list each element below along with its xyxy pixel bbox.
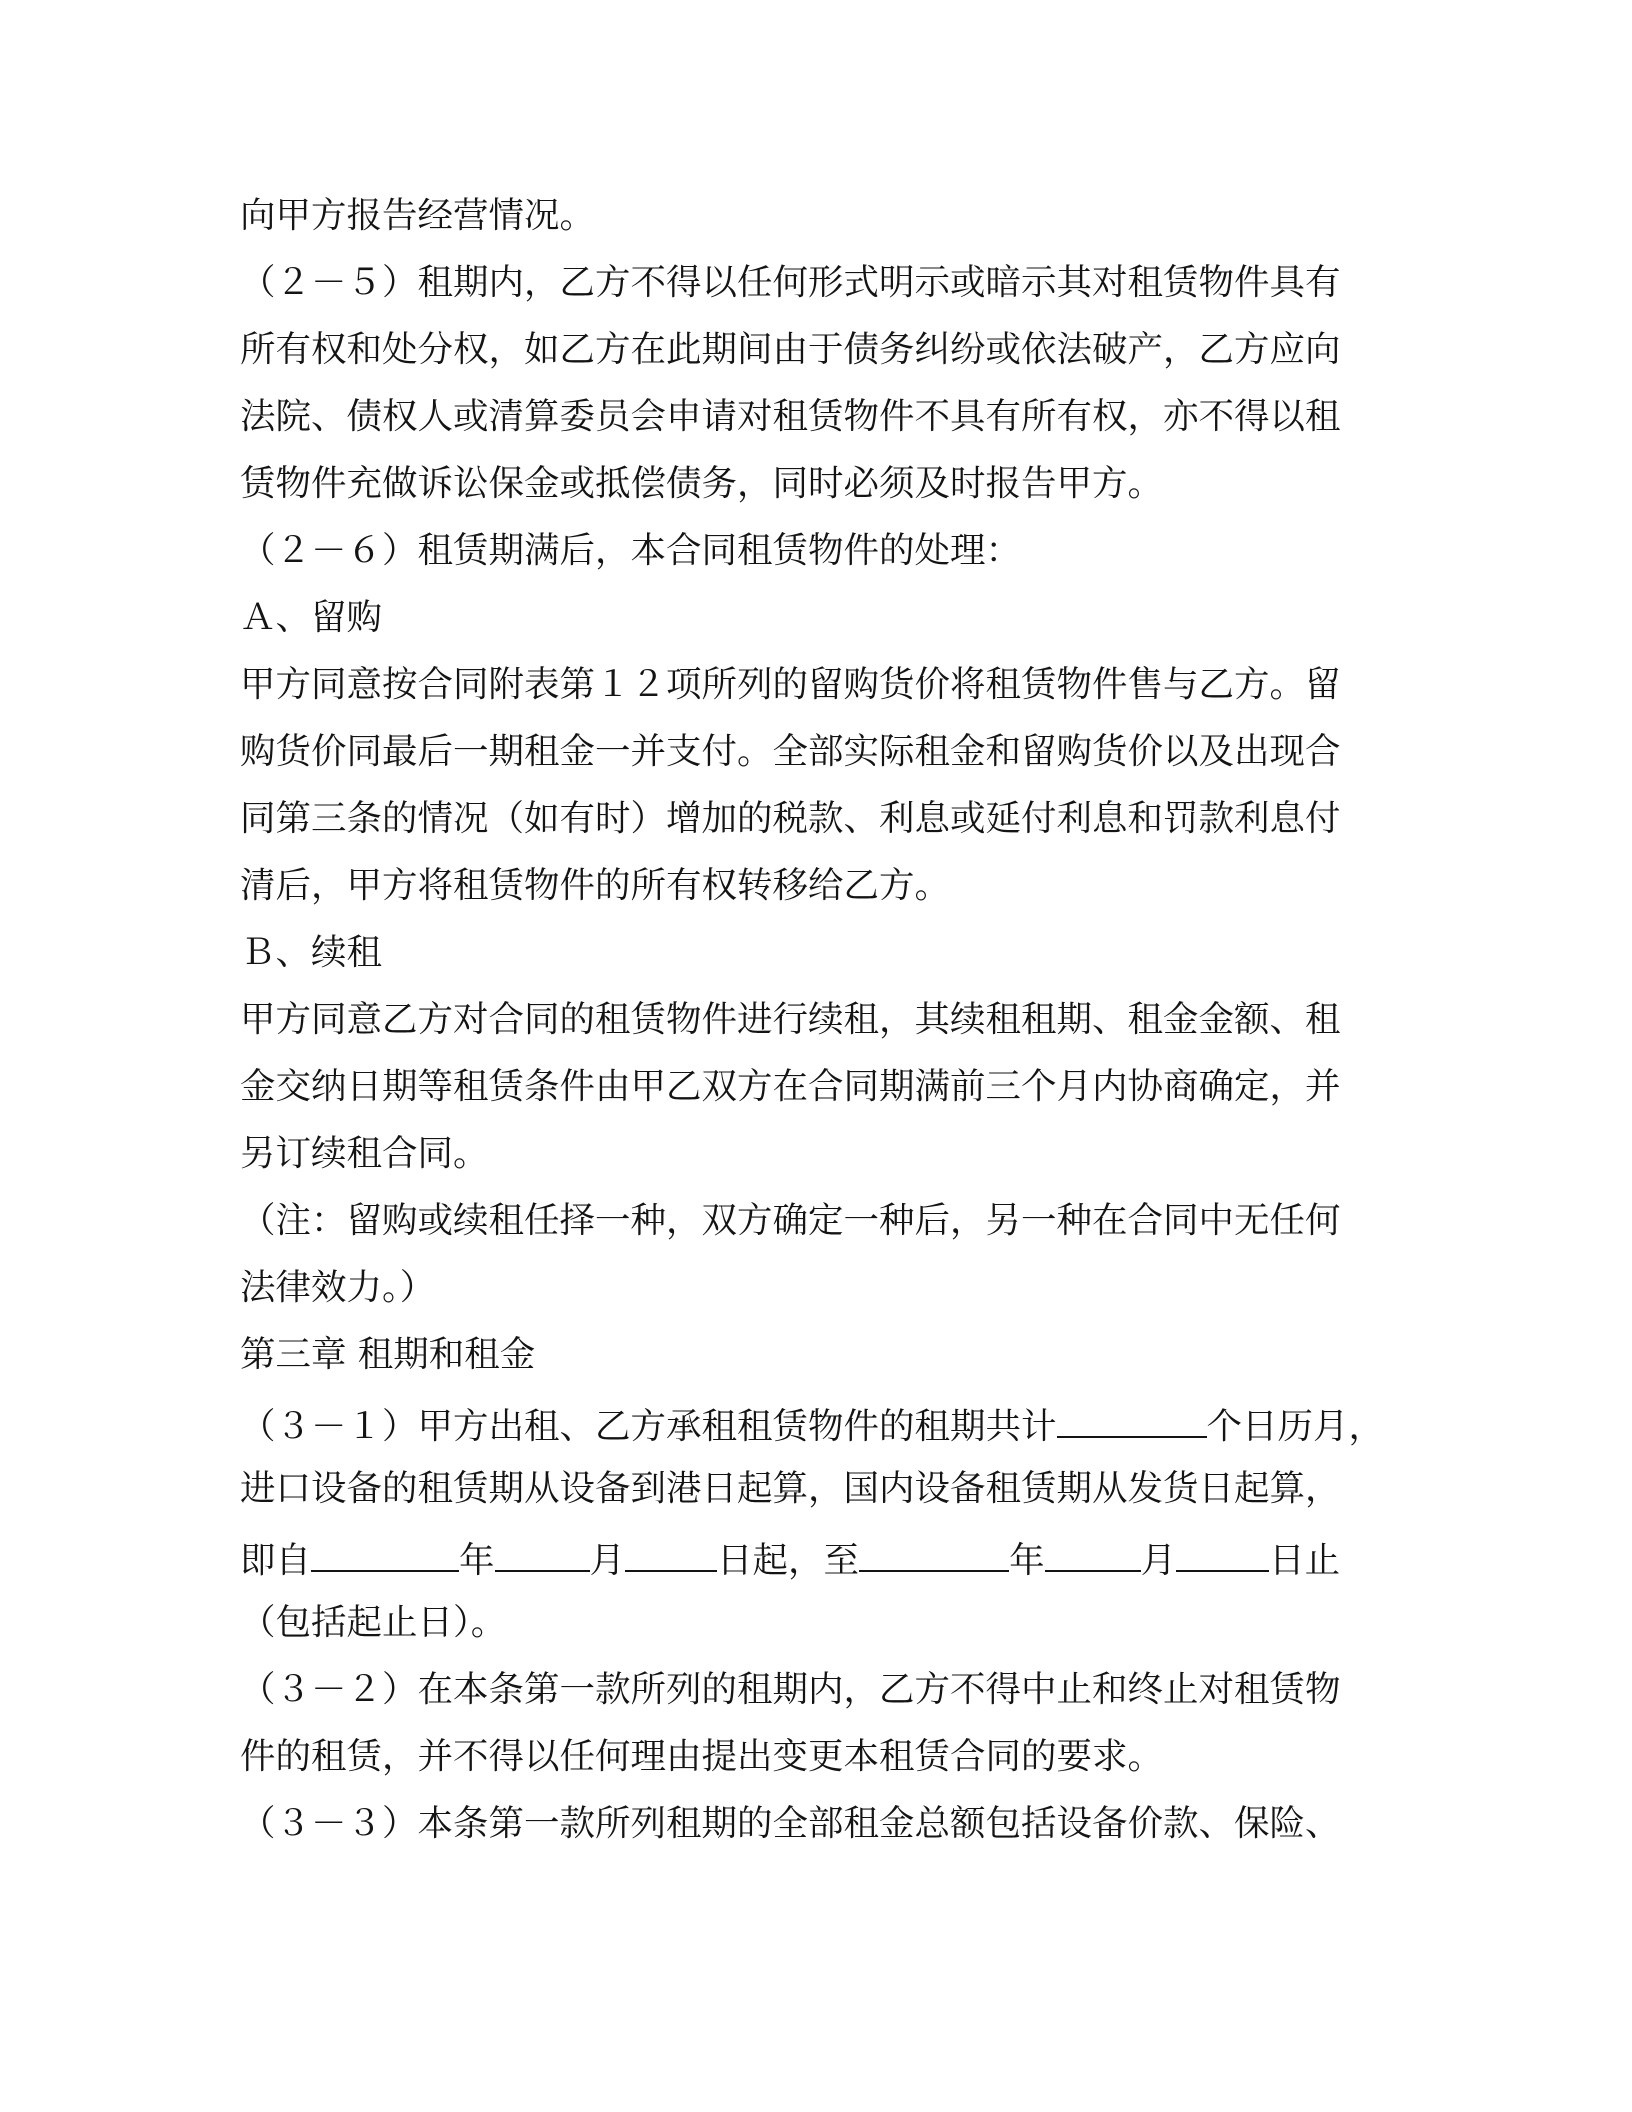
paragraph-line: （２－５）租期内，乙方不得以任何形式明示或暗示其对租赁物件具有 <box>240 262 1341 303</box>
start-year-blank <box>311 1526 459 1572</box>
date-line <box>240 1526 1440 1586</box>
day-start-label: 日起，至 <box>717 1540 860 1581</box>
paragraph-line: 清后，甲方将租赁物件的所有权转移给乙方。 <box>240 865 951 906</box>
date-prefix: 即自 <box>240 1540 312 1581</box>
paragraph-line: （２－６）租赁期满后，本合同租赁物件的处理： <box>240 530 1022 571</box>
end-year-blank <box>859 1526 1009 1572</box>
section-label: Ｂ、续租 <box>240 932 383 973</box>
start-month-blank <box>495 1526 590 1572</box>
paragraph-line: 金交纳日期等租赁条件由甲乙双方在合同期满前三个月内协商确定，并 <box>240 1066 1341 1107</box>
paragraph-line <box>240 1392 1440 1452</box>
paragraph-line: 法律效力。） <box>240 1267 436 1308</box>
paragraph-line: 同第三条的情况（如有时）增加的税款、利息或延付利息和罚款利息付 <box>240 798 1341 839</box>
paragraph-line: 购货价同最后一期租金一并支付。全部实际租金和留购货价以及出现合 <box>240 731 1341 772</box>
chapter-heading: 第三章 租期和租金 <box>240 1334 536 1375</box>
clause-3-1-text: （３－１）甲方出租、乙方承租租赁物件的租期共计 <box>240 1406 1057 1447</box>
paragraph-line: （３－２）在本条第一款所列的租期内，乙方不得中止和终止对租赁物 <box>240 1669 1341 1710</box>
paragraph-line: 另订续租合同。 <box>240 1133 489 1174</box>
paragraph-line: 法院、债权人或清算委员会申请对租赁物件不具有所有权，亦不得以租 <box>240 396 1341 437</box>
end-month-blank <box>1045 1526 1141 1572</box>
paragraph-line: （包括起止日）。 <box>240 1602 507 1643</box>
paragraph-line: 赁物件充做诉讼保金或抵偿债务，同时必须及时报告甲方。 <box>240 463 1164 504</box>
year-label: 年 <box>459 1540 495 1581</box>
paragraph-line: （注：留购或续租任择一种，双方确定一种后，另一种在合同中无任何 <box>240 1200 1341 1241</box>
end-day-blank <box>1176 1526 1269 1572</box>
paragraph-line: 向甲方报告经营情况。 <box>240 195 596 236</box>
paragraph-line: 甲方同意乙方对合同的租赁物件进行续租，其续租租期、租金金额、租 <box>240 999 1341 1040</box>
section-label: Ａ、留购 <box>240 597 383 638</box>
paragraph-line: 所有权和处分权，如乙方在此期间由于债务纠纷或依法破产，乙方应向 <box>240 329 1341 370</box>
paragraph-line: （３－３）本条第一款所列租期的全部租金总额包括设备价款、保险、 <box>240 1803 1341 1844</box>
paragraph-line: 件的租赁，并不得以任何理由提出变更本租赁合同的要求。 <box>240 1736 1164 1777</box>
lease-months-blank <box>1057 1392 1207 1438</box>
paragraph-line: 甲方同意按合同附表第１２项所列的留购货价将租赁物件售与乙方。留 <box>240 664 1341 705</box>
day-end-label: 日止 <box>1269 1540 1341 1581</box>
clause-3-1-suffix: 个日历月， <box>1206 1406 1385 1447</box>
month-label: 月 <box>589 1540 626 1581</box>
start-day-blank <box>625 1526 717 1572</box>
year-label: 年 <box>1009 1540 1045 1581</box>
paragraph-line: 进口设备的租赁期从设备到港日起算，国内设备租赁期从发货日起算， <box>240 1468 1341 1509</box>
month-label: 月 <box>1140 1540 1177 1581</box>
